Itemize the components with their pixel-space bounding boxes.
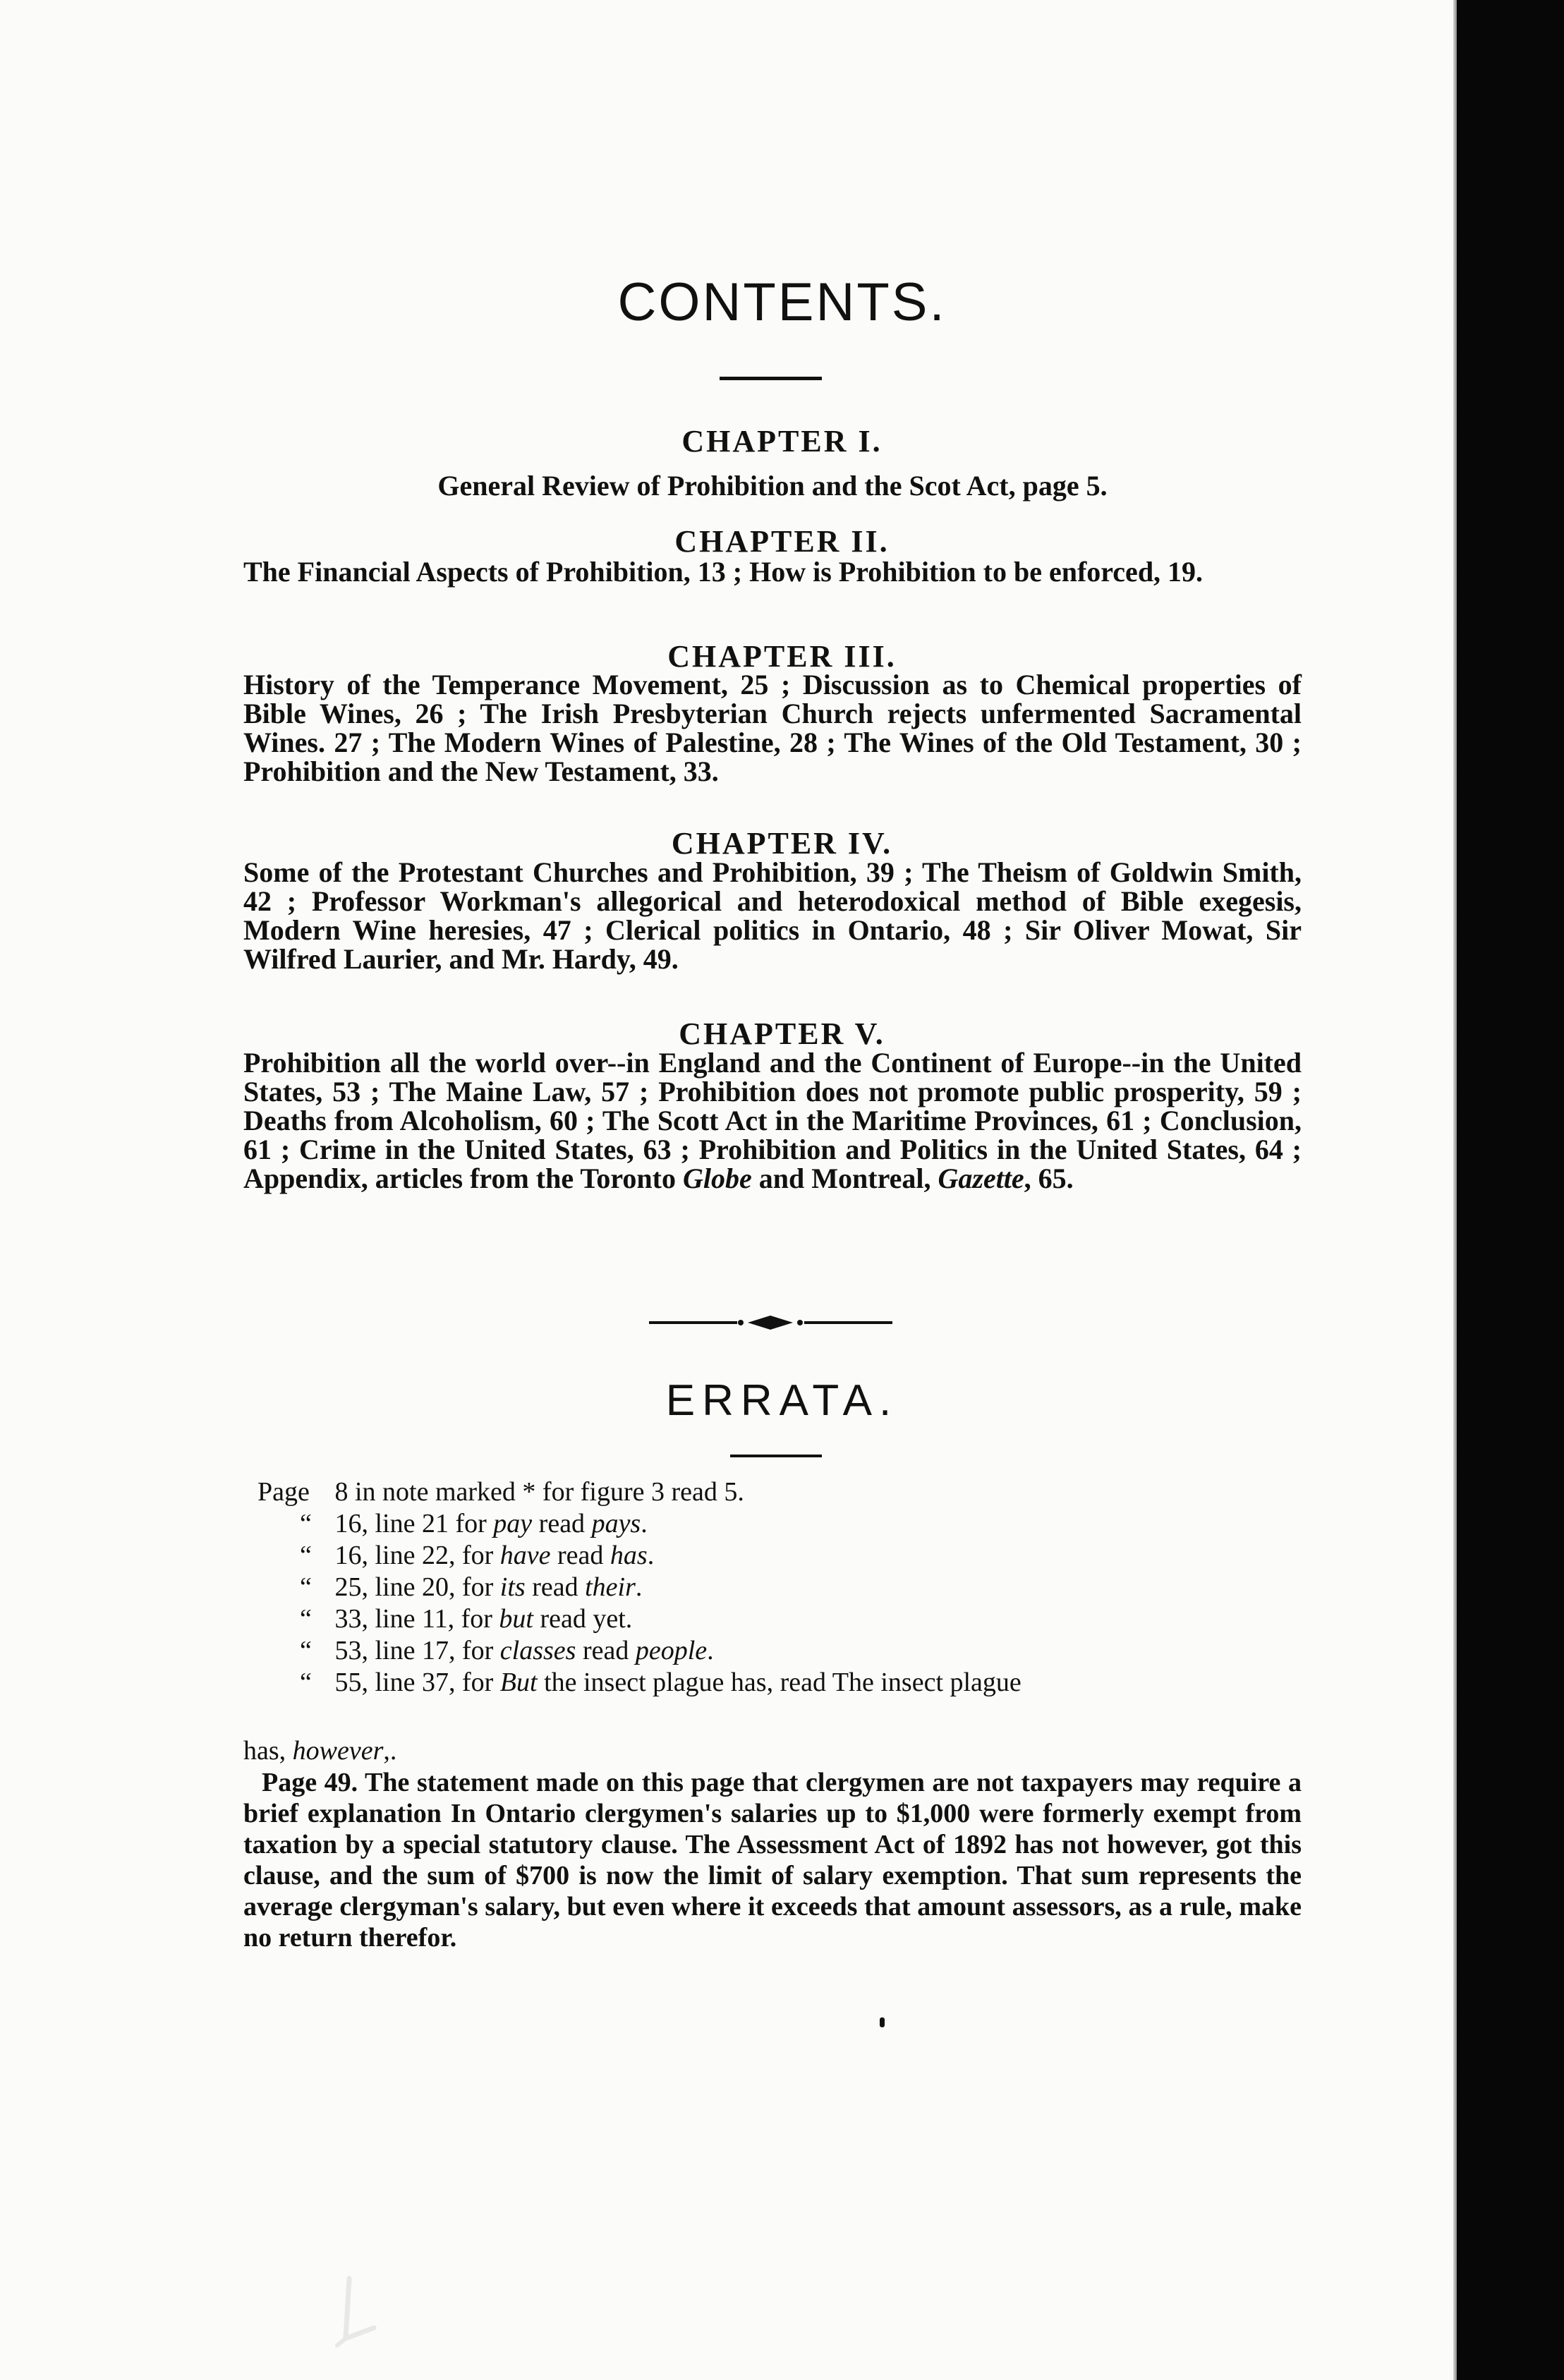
entry-text: , 65. bbox=[1024, 1162, 1074, 1194]
errata-title: ERRATA. bbox=[665, 1376, 899, 1425]
chapter-entry: Some of the Protestant Churches and Prohibition, 39 ; The Theism of Goldwin Smith, 42 ; Professor Workman's allegorical and heterodoxical method of Bible exegesis, Modern Wine heresies, 47 ; Clerical politics in Ontario, 48 ; Sir Oliver Mowat, Sir Wilfred Laurier, and Mr. Hardy, 49. bbox=[243, 856, 1302, 975]
chapter-heading: CHAPTER I. bbox=[681, 424, 883, 459]
errata-text: read bbox=[532, 1572, 578, 1602]
title-rule bbox=[720, 377, 822, 380]
errata-text: 16, line 21 for bbox=[334, 1509, 487, 1538]
errata-rule bbox=[730, 1455, 822, 1457]
errata-right: however bbox=[292, 1736, 384, 1766]
ditto-mark: “ bbox=[300, 1541, 312, 1570]
errata-right: people bbox=[635, 1636, 708, 1665]
errata-text: the insect plague has, read The insect plague bbox=[544, 1668, 1022, 1697]
ditto-mark: “ bbox=[300, 1572, 312, 1602]
errata-note bbox=[243, 1767, 1302, 1953]
errata-text: read bbox=[557, 1541, 604, 1570]
errata-right: has bbox=[610, 1541, 648, 1570]
ditto-mark: “ bbox=[300, 1604, 312, 1634]
contents-title: CONTENTS. bbox=[617, 272, 947, 332]
errata-text: . bbox=[707, 1636, 714, 1665]
entry-text: and Montreal, bbox=[758, 1162, 931, 1194]
errata-wrong: have bbox=[499, 1541, 551, 1570]
errata-item bbox=[257, 1540, 1316, 1572]
errata-right: pays bbox=[591, 1509, 641, 1538]
errata-text: 53, line 17, for bbox=[334, 1636, 494, 1665]
errata-text: read yet. bbox=[540, 1604, 633, 1634]
page-mark bbox=[880, 2017, 885, 2027]
errata-text: . bbox=[635, 1572, 643, 1602]
errata-right: their bbox=[585, 1572, 636, 1602]
errata-text: 16, line 22, for bbox=[334, 1541, 494, 1570]
errata-list bbox=[257, 1476, 1316, 1699]
ornament-divider bbox=[649, 1312, 892, 1333]
chapter-heading: CHAPTER III. bbox=[667, 639, 897, 674]
chapter-heading: CHAPTER IV. bbox=[671, 826, 893, 861]
errata-text: read bbox=[582, 1636, 629, 1665]
entry-text: Prohibition all the world over--in England and the Continent of Europe--in the United States, 53 ; The Maine Law, 57 ; Prohibition does not promote public prosperity, 59 ; Deaths from Alcoholism, 60 ; The Scott Act in the Maritime Provinces, 61 ; Conclusion, 61 ; Crime in the United States, 63 ; Prohibition and Politics in the United States, 64 ; Appendix, articles from the Toronto bbox=[243, 1047, 1302, 1194]
newspaper-title: Gazette bbox=[938, 1162, 1024, 1194]
chapter-entry: General Review of Prohibition and the Scot Act, page 5. bbox=[437, 470, 1108, 502]
errata-text: has, bbox=[243, 1736, 286, 1766]
ditto-mark: “ bbox=[300, 1636, 312, 1665]
chapter-entry: History of the Temperance Movement, 25 ; Discussion as to Chemical properties of Bible Wines, 26 ; The Irish Presbyterian Church rejects unfermented Sacramental Wines. 27 ; The Modern Wines of Palestine, 28 ; The Wines of the Old Testament, 30 ; Prohibition and the New Testament, 33. bbox=[243, 669, 1302, 787]
errata-wrong: but bbox=[499, 1604, 533, 1634]
errata-wrong: its bbox=[499, 1572, 526, 1602]
errata-text: . bbox=[641, 1509, 648, 1538]
chapter-entry bbox=[243, 1048, 1302, 1193]
errata-item bbox=[257, 1508, 1316, 1540]
ditto-mark: “ bbox=[300, 1668, 312, 1697]
note-text: Page 49. The statement made on this page that clergymen are not taxpayers may require a brief explanation In Ontario clergymen's salaries up to $1,000 were formerly exempt from taxation by a special statutory clause. The Assessment Act of 1892 has not however, got this clause, and the sum of $700 is now the limit of salary exemption. That sum represents the average clergyman's salary, but even where it exceeds that amount assessors, as a rule, make no return therefor. bbox=[243, 1768, 1302, 1953]
ditto-mark: “ bbox=[300, 1509, 312, 1538]
errata-wrong: But bbox=[499, 1668, 538, 1697]
errata-text: read bbox=[538, 1509, 586, 1538]
newspaper-title: Globe bbox=[683, 1162, 752, 1194]
chapter-heading: CHAPTER II. bbox=[674, 524, 890, 559]
errata-wrong: classes bbox=[499, 1636, 576, 1665]
errata-continuation bbox=[243, 1735, 1302, 1767]
errata-item bbox=[257, 1476, 1316, 1508]
errata-item bbox=[257, 1603, 1316, 1635]
errata-item bbox=[257, 1635, 1316, 1667]
chapter-heading: CHAPTER V. bbox=[679, 1016, 885, 1051]
errata-text: 8 in note marked * for figure 3 read 5. bbox=[334, 1477, 744, 1507]
errata-text: . bbox=[647, 1541, 655, 1570]
scan-margin bbox=[1457, 0, 1564, 2380]
errata-lead: Page bbox=[257, 1477, 310, 1507]
chapter-entry: The Financial Aspects of Prohibition, 13 ; How is Prohibition to be enforced, 19. bbox=[243, 556, 1204, 588]
errata-item bbox=[257, 1667, 1316, 1699]
errata-text: 25, line 20, for bbox=[334, 1572, 494, 1602]
scan-artifact bbox=[325, 2271, 381, 2356]
errata-item bbox=[257, 1572, 1316, 1603]
errata-text: ,. bbox=[383, 1736, 397, 1766]
errata-text: 33, line 11, for bbox=[334, 1604, 492, 1634]
errata-wrong: pay bbox=[493, 1509, 533, 1538]
errata-text: 55, line 37, for bbox=[334, 1668, 494, 1697]
